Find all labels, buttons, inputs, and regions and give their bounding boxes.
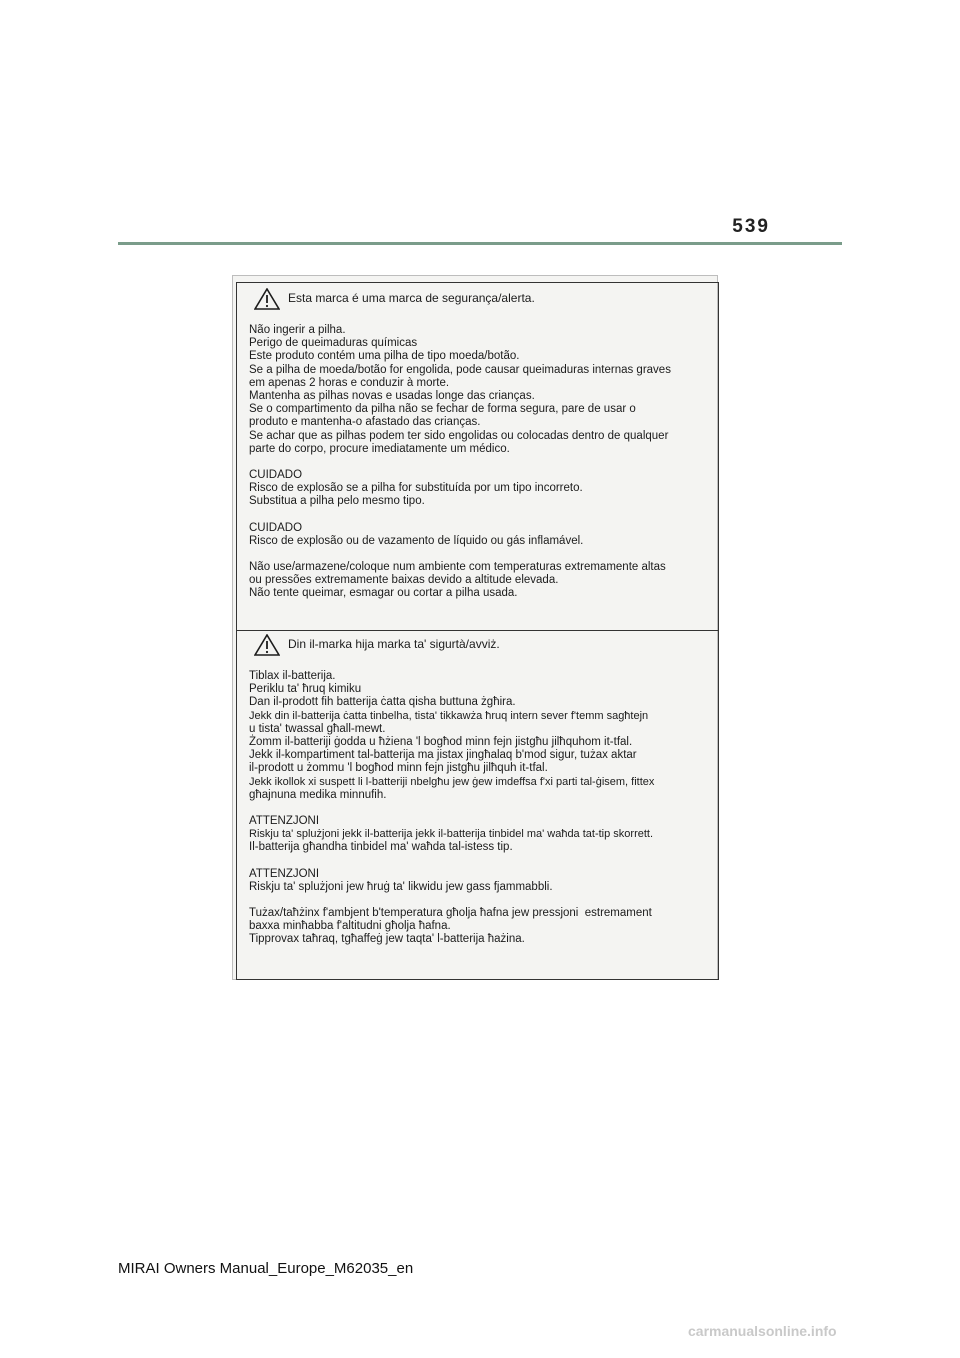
text-line: għajnuna medika minnufih. — [249, 788, 387, 801]
footer-manual-id: MIRAI Owners Manual_Europe_M62035_en — [118, 1260, 414, 1277]
warning-triangle-icon — [254, 634, 280, 656]
text-line: il-prodott u żommu 'l bogħod minn fejn jistgħu jilħquh it-tfal. — [249, 762, 548, 775]
warning-heading: Esta marca é uma marca de segurança/alerta. — [288, 291, 535, 306]
language-divider — [236, 630, 719, 631]
caution-heading: CUIDADO — [249, 469, 303, 482]
page-number: 539 — [732, 216, 770, 237]
text-line: Não ingerir a pilha. — [249, 324, 346, 336]
text-line: Il-batterija għandha tinbidel ma' waħda tal-istess tip. — [249, 841, 513, 854]
text-line: Risco de explosão ou de vazamento de líquido ou gás inflamável. — [249, 534, 584, 547]
text-line: Não use/armazene/coloque num ambiente com temperaturas extremamente altas — [249, 561, 666, 574]
text-line: em apenas 2 horas e conduzir à morte. — [249, 376, 450, 389]
warning-heading-row — [254, 634, 719, 656]
pt-caution-explosion — [249, 522, 719, 548]
caution-heading: CUIDADO — [249, 521, 303, 534]
text-line: Jekk din il-batterija ċatta tinbelha, tista' tikkawża ħruq intern sever f'temm sagħtejn — [249, 709, 649, 722]
text-line: Periklu ta' ħruq kimiku — [249, 683, 362, 696]
mt-caution-explosion — [249, 868, 719, 894]
text-line: parte do corpo, procure imediatamente um médico. — [249, 442, 510, 455]
maltese-section — [249, 634, 719, 960]
text-line: ou pressões extremamente baixas devido a altitude elevada. — [249, 574, 559, 587]
text-line: Jekk ikollok xi suspett li l-batteriji nbelgħu jew ġew imdeffsa f'xi parti tal-ġisem, fittex — [249, 775, 655, 788]
pt-environment-warning — [249, 561, 719, 601]
text-line: Dan il-prodott fih batterija ċatta qisha buttuna żgħira. — [249, 696, 516, 709]
text-line: produto e mantenha-o afastado das crianças. — [249, 416, 481, 429]
text-line: baxxa minħabba f'altitudni għolja ħafna. — [249, 920, 451, 933]
pt-ingestion-warning — [249, 324, 719, 456]
header-rule — [118, 242, 842, 245]
text-line: Se achar que as pilhas podem ter sido engolidas ou colocadas dentro de qualquer — [249, 429, 669, 442]
text-line: Perigo de queimaduras químicas — [249, 337, 418, 350]
text-line: Jekk il-kompartiment tal-batterija ma jistax jingħalaq b'mod sigur, tużax aktar — [249, 749, 637, 762]
text-line: Se a pilha de moeda/botão for engolida, pode causar queimaduras internas graves — [249, 363, 671, 376]
warning-heading: Din il-marka hija marka ta' sigurtà/avviż. — [288, 637, 500, 652]
caution-heading: ATTENZJONI — [249, 815, 320, 828]
text-line: Tużax/taħżinx f'ambjent b'temperatura għolja ħafna jew pressjoni estremament — [249, 907, 652, 920]
text-line: Se o compartimento da pilha não se fechar de forma segura, pare de usar o — [249, 403, 636, 416]
watermark[interactable]: carmanualsonline.info — [688, 1323, 837, 1339]
text-line: Tiblax il-batterija. — [249, 670, 336, 682]
mt-environment-warning — [249, 907, 719, 947]
text-line: Substitua a pilha pelo mesmo tipo. — [249, 495, 425, 508]
text-line: Riskju ta' splużjoni jekk il-batterija jekk il-batterija tinbidel ma' waħda tat-tip skorrett. — [249, 828, 654, 841]
pt-caution-replacement — [249, 469, 719, 509]
warning-triangle-icon — [254, 288, 280, 310]
text-line: Este produto contém uma pilha de tipo moeda/botão. — [249, 350, 520, 363]
portuguese-section — [249, 288, 719, 614]
text-line: Não tente queimar, esmagar ou cortar a pilha usada. — [249, 587, 518, 600]
text-line: Tipprovax taħraq, tgħaffeġ jew taqta' l-batterija ħażina. — [249, 933, 525, 946]
text-line: Mantenha as pilhas novas e usadas longe das crianças. — [249, 390, 535, 403]
text-line: Żomm il-batteriji ġodda u ħżiena 'l bogħod minn fejn jistgħu jilħquhom it-tfal. — [249, 736, 633, 749]
warning-heading-row — [254, 288, 719, 310]
text-line: Risco de explosão se a pilha for substituída por um tipo incorreto. — [249, 482, 583, 495]
mt-ingestion-warning — [249, 670, 719, 802]
mt-caution-replacement — [249, 815, 719, 855]
text-line: u tista' twassal għall-mewt. — [249, 722, 386, 735]
caution-heading: ATTENZJONI — [249, 867, 320, 880]
text-line: Riskju ta' splużjoni jew ħruġ ta' likwidu jew gass fjammabbli. — [249, 880, 553, 893]
